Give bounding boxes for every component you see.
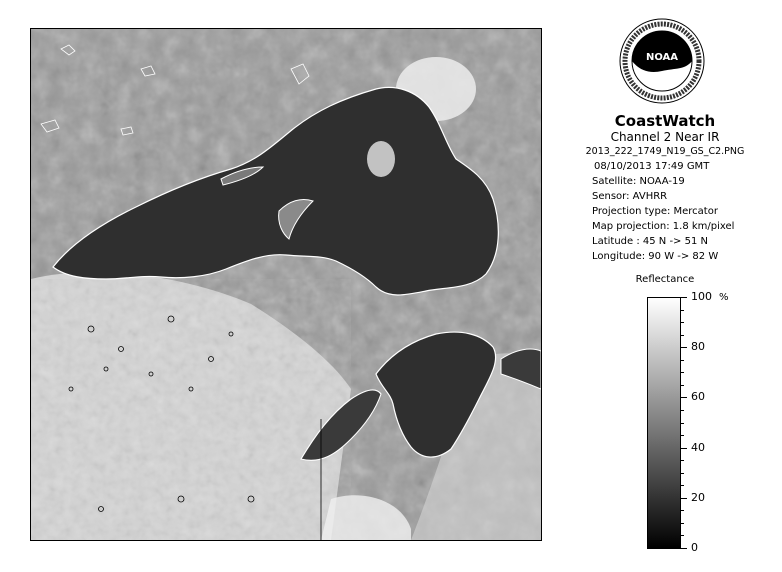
satellite-image <box>30 28 542 541</box>
colorbar-major-tick <box>681 448 687 449</box>
colorbar-major-tick <box>681 548 687 549</box>
colorbar-tick-label: 100 <box>691 290 712 303</box>
colorbar-minor-tick <box>681 372 684 373</box>
sensor: Sensor: AVHRR <box>592 191 668 202</box>
colorbar-minor-tick <box>681 510 684 511</box>
colorbar-major-tick <box>681 397 687 398</box>
projection-type: Projection type: Mercator <box>592 206 718 217</box>
colorbar-minor-tick <box>681 410 684 411</box>
colorbar-minor-tick <box>681 460 684 461</box>
map-projection: Map projection: 1.8 km/pixel <box>592 221 735 232</box>
colorbar-tick-label: 0 <box>691 541 698 554</box>
datetime: 08/10/2013 17:49 GMT <box>594 161 710 172</box>
product-title: CoastWatch <box>614 112 716 130</box>
colorbar-unit: % <box>719 292 729 303</box>
filename: 2013_222_1749_N19_GS_C2.PNG <box>585 146 745 157</box>
colorbar-major-tick <box>681 347 687 348</box>
colorbar <box>647 297 681 549</box>
colorbar-minor-tick <box>681 322 684 323</box>
colorbar-minor-tick <box>681 423 684 424</box>
colorbar-minor-tick <box>681 485 684 486</box>
cloud-fine-texture <box>31 279 351 540</box>
satellite-scene <box>31 29 541 540</box>
colorbar-tick-label: 20 <box>691 491 705 504</box>
satellite: Satellite: NOAA-19 <box>592 176 685 187</box>
colorbar-label: Reflectance <box>635 274 695 285</box>
colorbar-tick-label: 80 <box>691 340 705 353</box>
colorbar-minor-tick <box>681 523 684 524</box>
colorbar-minor-tick <box>681 360 684 361</box>
colorbar-minor-tick <box>681 473 684 474</box>
colorbar-major-tick <box>681 498 687 499</box>
colorbar-tick-label: 40 <box>691 441 705 454</box>
longitude: Longitude: 90 W -> 82 W <box>592 251 719 262</box>
colorbar-minor-tick <box>681 335 684 336</box>
noaa-logo-text: NOAA <box>645 52 679 63</box>
colorbar-minor-tick <box>681 535 684 536</box>
colorbar-major-tick <box>681 297 687 298</box>
product-subtitle: Channel 2 Near IR <box>610 130 720 144</box>
colorbar-minor-tick <box>681 435 684 436</box>
colorbar-minor-tick <box>681 385 684 386</box>
colorbar-minor-tick <box>681 310 684 311</box>
latitude: Latitude : 45 N -> 51 N <box>592 236 708 247</box>
info-panel <box>560 18 770 558</box>
colorbar-axis <box>681 290 741 554</box>
lake-cloud <box>367 141 395 177</box>
noaa-logo <box>619 18 705 104</box>
colorbar-tick-label: 60 <box>691 390 705 403</box>
